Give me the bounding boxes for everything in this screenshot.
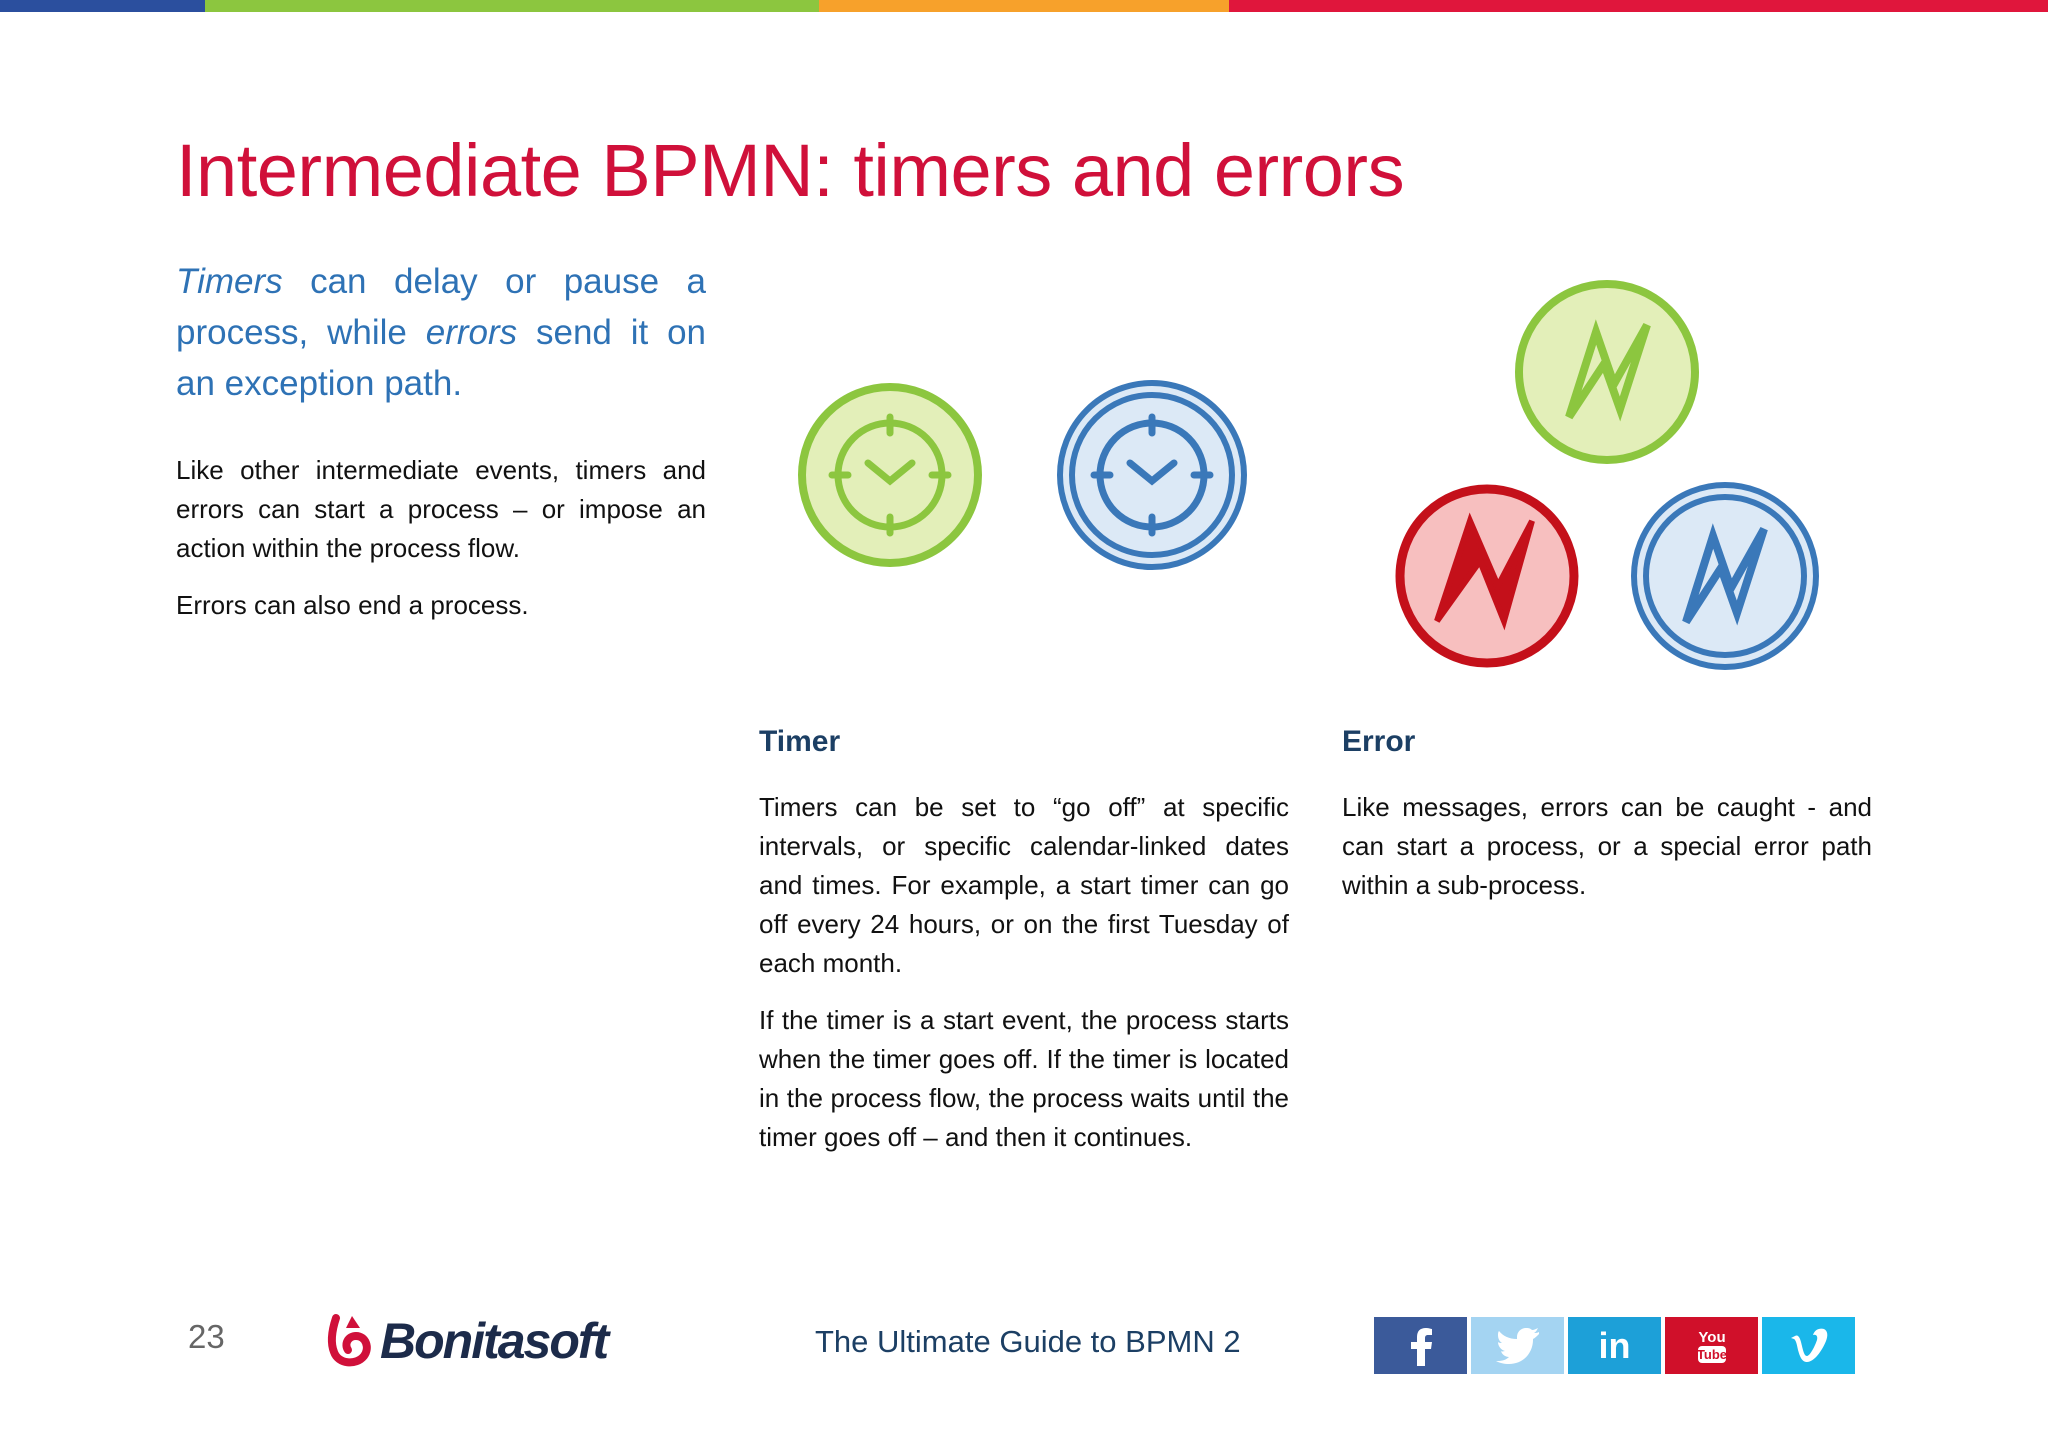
error-end-event-icon: [1392, 481, 1582, 671]
top-color-bar: [0, 0, 2048, 12]
lead-text-1: can delay or pause a process, while: [176, 262, 706, 352]
intro-section: [176, 451, 706, 643]
svg-text:You: You: [1697, 1328, 1726, 1346]
svg-text:Tube: Tube: [1696, 1346, 1727, 1362]
youtube-icon[interactable]: [1665, 1317, 1758, 1374]
color-bar-red: [1229, 0, 2048, 12]
twitter-icon[interactable]: [1471, 1317, 1564, 1374]
vimeo-icon[interactable]: [1762, 1317, 1855, 1374]
error-start-event-icon: [1512, 277, 1702, 467]
lead-errors: errors: [425, 313, 518, 352]
timer-section: [759, 722, 1289, 1175]
bonitasoft-logo-icon: [322, 1312, 374, 1370]
timer-paragraph: Timers can be set to “go off” at specific intervals, or specific calendar-linked dates and times. For example, a start timer can go off every 24 hours, or on the first Tuesday of each month.: [759, 792, 1289, 978]
timer-intermediate-event-icon: [1054, 377, 1250, 573]
color-bar-orange: [819, 0, 1229, 12]
lead-text-2: send it on an exception path.: [176, 313, 707, 403]
facebook-icon[interactable]: [1374, 1317, 1467, 1374]
linkedin-glyph: in: [1598, 1324, 1631, 1366]
page-number: 23: [188, 1318, 225, 1355]
footer-title: The Ultimate Guide to BPMN 2: [815, 1324, 1241, 1359]
bonitasoft-logo[interactable]: [322, 1312, 607, 1370]
error-heading: Error: [1342, 725, 1416, 758]
intro-paragraph: Like other intermediate events, timers and errors can start a process – or impose an action within the process flow.: [176, 455, 706, 563]
lead-paragraph: [176, 256, 706, 409]
timer-paragraph: If the timer is a start event, the process starts when the timer goes off. If the timer is located in the process flow, the process waits until the timer goes off – and then it continues.: [759, 1005, 1289, 1152]
linkedin-icon[interactable]: [1568, 1317, 1661, 1374]
timer-heading: Timer: [759, 725, 841, 758]
lead-timers: Timers: [176, 262, 283, 301]
timer-start-event-icon: [795, 380, 985, 570]
intro-paragraph: Errors can also end a process.: [176, 590, 529, 620]
error-intermediate-event-icon: [1628, 479, 1822, 673]
error-paragraph: Like messages, errors can be caught - and can start a process, or a special error path within a sub-process.: [1342, 792, 1872, 900]
error-section: [1342, 722, 1872, 923]
page-title: Intermediate BPMN: timers and errors: [176, 129, 1405, 212]
brand-name: Bonitasoft: [380, 1313, 608, 1369]
social-links: [1374, 1317, 1855, 1374]
color-bar-blue: [0, 0, 205, 12]
color-bar-green: [205, 0, 819, 12]
